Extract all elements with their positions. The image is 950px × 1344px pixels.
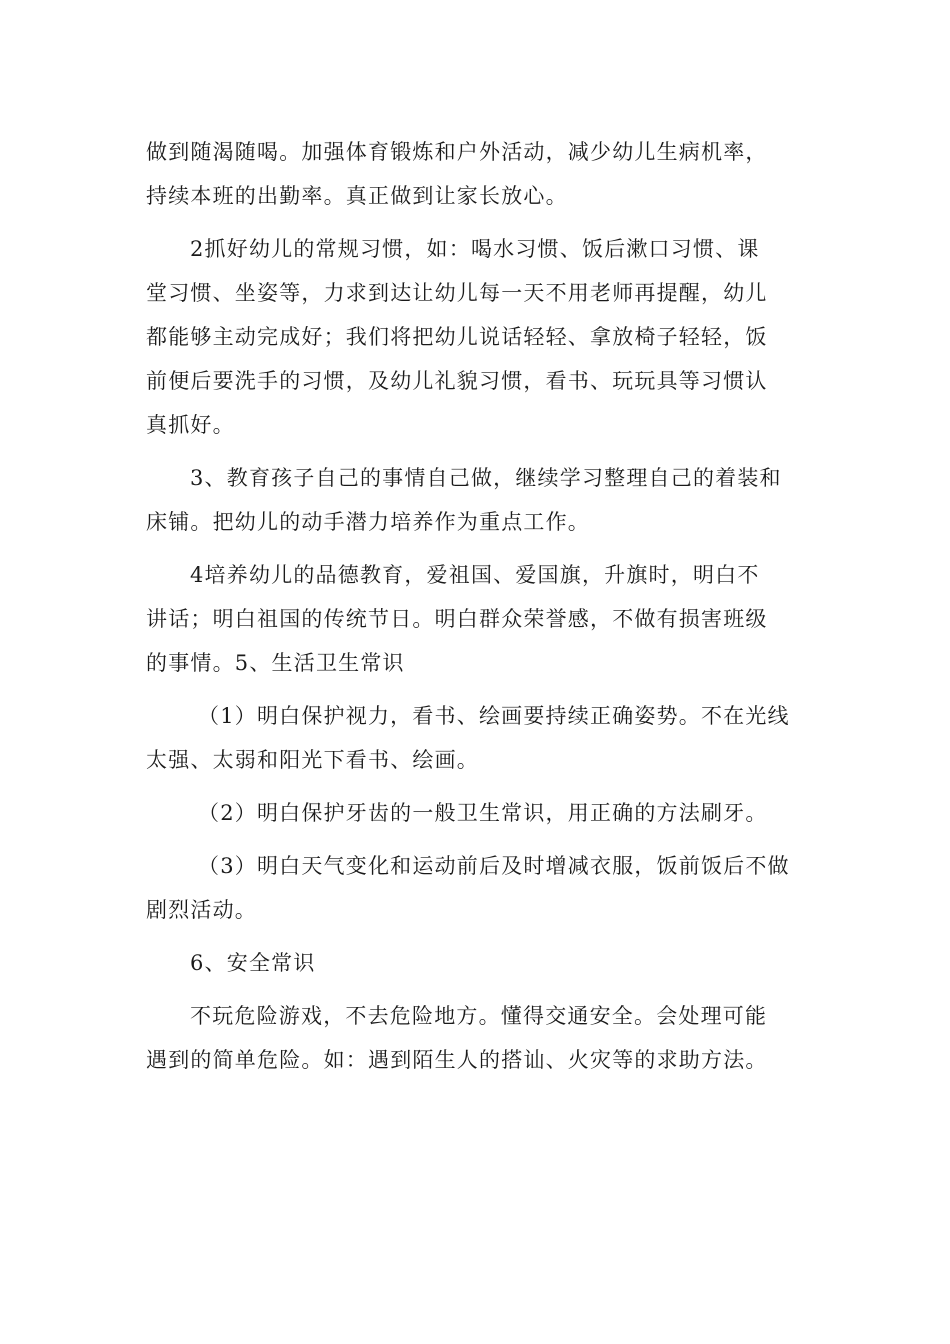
text-line: （1）明白保护视力，看书、绘画要持续正确姿势。不在光线 — [198, 704, 790, 728]
text-line: 3、教育孩子自己的事情自己做，继续学习整理自己的着装和 — [190, 466, 782, 490]
paragraph-safety — [146, 994, 806, 1082]
text-line: 做到随渴随喝。加强体育锻炼和户外活动，减少幼儿生病机率， — [146, 140, 768, 164]
heading-safety — [146, 941, 806, 985]
paragraph-vision — [146, 694, 806, 782]
document-body — [146, 130, 806, 1082]
text-line: 不玩危险游戏，不去危险地方。懂得交通安全。会处理可能 — [190, 1004, 768, 1028]
text-line: 堂习惯、坐姿等，力求到达让幼儿每一天不用老师再提醒，幼儿 — [146, 281, 768, 305]
text-line: 讲话；明白祖国的传统节日。明白群众荣誉感，不做有损害班级 — [146, 607, 768, 631]
text-line: 持续本班的出勤率。真正做到让家长放心。 — [146, 184, 568, 208]
text-line: （2）明白保护牙齿的一般卫生常识，用正确的方法刷牙。 — [198, 801, 768, 825]
paragraph-moral — [146, 553, 806, 685]
paragraph-habits — [146, 227, 806, 447]
paragraph-self-care — [146, 456, 806, 544]
text-line: 真抓好。 — [146, 413, 235, 437]
text-line: （3）明白天气变化和运动前后及时增减衣服，饭前饭后不做 — [198, 854, 790, 878]
text-line: 前便后要洗手的习惯，及幼儿礼貌习惯，看书、玩玩具等习惯认 — [146, 369, 768, 393]
paragraph-teeth — [146, 791, 806, 835]
text-line: 太强、太弱和阳光下看书、绘画。 — [146, 748, 479, 772]
paragraph-health — [146, 130, 806, 218]
text-line: 6、安全常识 — [190, 951, 316, 975]
text-line: 的事情。5、生活卫生常识 — [146, 651, 405, 675]
text-line: 都能够主动完成好；我们将把幼儿说话轻轻、拿放椅子轻轻，饭 — [146, 325, 768, 349]
text-line: 遇到的简单危险。如：遇到陌生人的搭讪、火灾等的求助方法。 — [146, 1048, 768, 1072]
text-line: 2抓好幼儿的常规习惯，如：喝水习惯、饭后漱口习惯、课 — [190, 237, 760, 261]
text-line: 剧烈活动。 — [146, 898, 257, 922]
paragraph-clothing — [146, 844, 806, 932]
text-line: 4培养幼儿的品德教育，爱祖国、爱国旗，升旗时，明白不 — [190, 563, 760, 587]
text-line: 床铺。把幼儿的动手潜力培养作为重点工作。 — [146, 510, 590, 534]
